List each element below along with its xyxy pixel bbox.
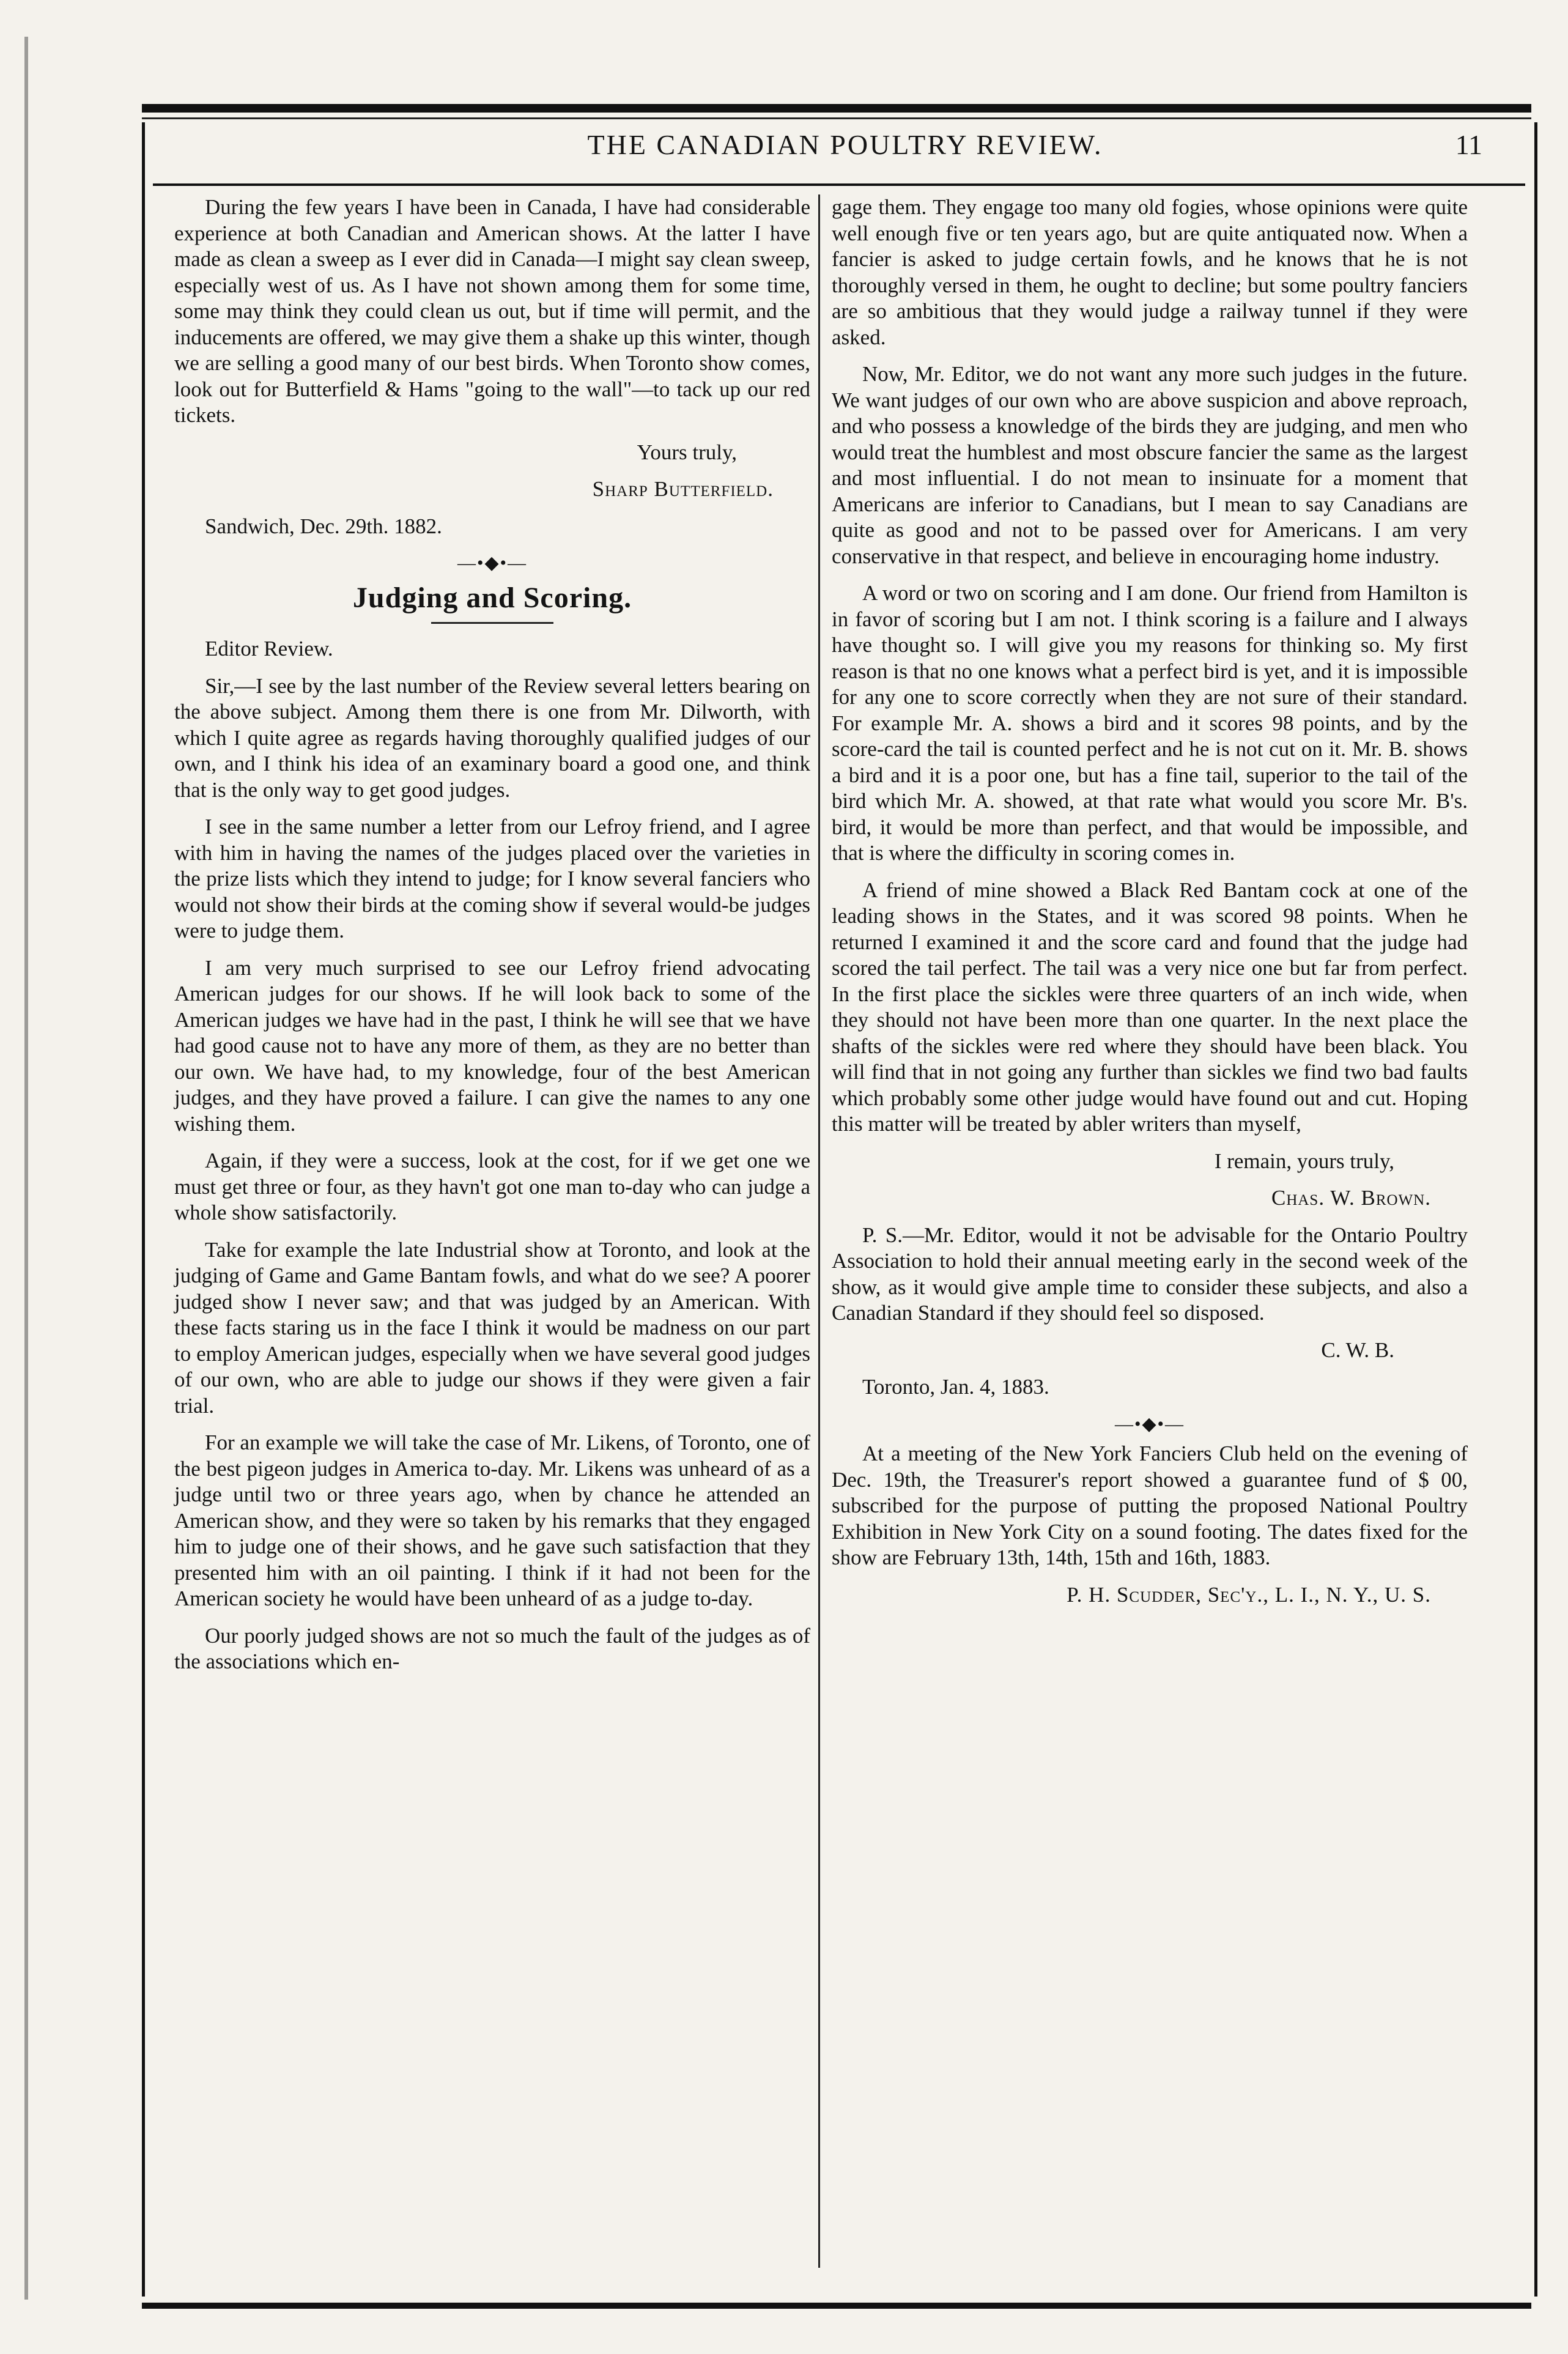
article-paragraph-10: A friend of mine showed a Black Red Bantam cock at one of the leading shows in the States, and it was scored 98 points. When he returned I examined it and the score card and found that the judge had scored the tail perfect. The tail was a very nice one but far from perfect. In the first place the sickles were three quarters of an inch wide, when they should not have been more than one quarter. In the next place the shafts of the sickles were red where they should have been black. You will find that in not going any further than sickles we find two bad faults which probably some other judge would have found out and cut. Hoping this matter will be treated by abler writers than myself, bbox=[832, 878, 1468, 1136]
heading-rule bbox=[431, 622, 553, 624]
article-paragraph-8: Now, Mr. Editor, we do not want any more such judges in the future. We want judges of our own who are above suspicion and above reproach, and who possess a knowledge of the birds they are judging, and men who would treat the humblest and most obscure fancier the same as the largest and most influential. I do not mean to insinuate for a moment that Americans are inferior to Canadians, but I mean to say Canadians are quite as good and not to be passed over for Americans. I am very conservative in that respect, and believe in encouraging home industry. bbox=[832, 362, 1468, 568]
article-paragraph-6: For an example we will take the case of Mr. Likens, of Toronto, one of the best pigeon judges in America to-day. Mr. Likens was unheard of as a judge until two or three years ago, when by chance he attended an American show, and they were so taken by his remarks that they engaged him to judge one of their shows, and he gave such satisfaction that they presented him with an oil painting. I think if it had not been for the American society he would have been unheard of as a judge to-day. bbox=[174, 1431, 810, 1610]
notice-signature: P. H. Scudder, Sec'y., L. I., N. Y., U. S. bbox=[1067, 1582, 1431, 1607]
page-header bbox=[183, 128, 1507, 177]
right-column bbox=[832, 194, 1468, 1619]
club-notice: At a meeting of the New York Fanciers Club held on the evening of Dec. 19th, the Treasurer's report showed a guarantee fund of $ 00, subscribed for the purpose of putting the proposed National Poultry Exhibition in New York City on a sound footing. The dates fixed for the show are February 13th, 14th, 15th and 16th, 1883. bbox=[832, 1442, 1468, 1569]
header-rule bbox=[153, 183, 1525, 186]
letter1-dateline: Sandwich, Dec. 29th. 1882. bbox=[205, 514, 442, 538]
article-paragraph-7: Our poorly judged shows are not so much the fault of the judges as of the associations which en- bbox=[174, 1623, 810, 1673]
top-heavy-rule bbox=[142, 104, 1531, 113]
article-paragraph-9: A word or two on scoring and I am done. Our friend from Hamilton is in favor of scoring but I am not. I think scoring is a failure and I always have thought so. I will give you my reasons for thinking so. My first reason is that no one knows what a perfect bird is yet, and it is impossible for any one to score correctly when they are not sure of their standard. For example Mr. A. shows a bird and it scores 98 points, and by the score-card the tail is counted perfect and he is not cut on it. Mr. B. shows a bird and it is a poor one, but has a fine tail, superior to the tail of the bird which Mr. A. showed, at that rate what would you score Mr. B's. bird, it would be more than perfect, and that would be impossible, and that is where the difficulty in scoring comes in. bbox=[832, 581, 1468, 865]
article-paragraph-2: I see in the same number a letter from our Lefroy friend, and I agree with him in having the names of the judges placed over the varieties in the prize lists which they intend to judge; for I know several fanciers who would not show their birds at the coming show if several would-be judges were to judge them. bbox=[174, 815, 810, 942]
postscript-initials: C. W. B. bbox=[1321, 1338, 1394, 1362]
letter1-paragraph: During the few years I have been in Canada, I have had considerable experience at both Canadian and American shows. At the latter I have made as clean a sweep as I ever did in Canada—I might say clean sweep, especially west of us. As I have not shown among them for some time, some may think they could clean us out, but if time will permit, and the inducements are offered, we may give them a shake up this winter, though we are selling a good many of our best birds. When Toronto show comes, look out for Butterfield & Hams "going to the wall"—to tack up our red tickets. bbox=[174, 195, 810, 427]
bottom-rule bbox=[142, 2303, 1531, 2309]
article-closing: I remain, yours truly, bbox=[1214, 1149, 1394, 1173]
left-column bbox=[174, 194, 810, 1686]
article-signature: Chas. W. Brown. bbox=[1271, 1186, 1431, 1210]
article-heading: Judging and Scoring. bbox=[352, 581, 632, 614]
scan-margin-marks bbox=[24, 37, 65, 2300]
salutation: Editor Review. bbox=[205, 637, 333, 661]
article-paragraph-3: I am very much surprised to see our Lefroy friend advocating American judges for our shows. If he will look back to some of the American judges we have had in the past, I think he will see that we have had good cause not to have any more of them, as they are no better than our own. We have had, to my knowledge, four of the best American judges, and they have proved a failure. I can give the names to any one wishing them. bbox=[174, 955, 810, 1136]
article-paragraph-4: Again, if they were a success, look at the cost, for if we get one we must get three or four, as they havn't got one man to-day who can judge a whole show satisfactorily. bbox=[174, 1149, 810, 1224]
letter1-signature: Sharp Butterfield. bbox=[592, 477, 774, 501]
top-thin-rule bbox=[142, 117, 1531, 119]
letter1-closing: Yours truly, bbox=[637, 440, 737, 464]
article-dateline: Toronto, Jan. 4, 1883. bbox=[862, 1375, 1049, 1399]
postscript: P. S.—Mr. Editor, would it not be advisable for the Ontario Poultry Association to hold their annual meeting early in the second week of the show, as it would give ample time to consider these subjects, and also a Canadian Standard if they should feel so disposed. bbox=[832, 1223, 1468, 1325]
article-paragraph-1: Sir,—I see by the last number of the Review several letters bearing on the above subject. Among them there is one from Mr. Dilworth, with which I quite agree as regards having thoroughly qualified judges of our own, and I think his idea of an examinary board a good one, and think that is the only way to get good judges. bbox=[174, 673, 810, 802]
section-ornament: —•◆•— bbox=[457, 553, 528, 573]
column-divider bbox=[818, 194, 820, 2268]
article-paragraph-5: Take for example the late Industrial show at Toronto, and look at the judging of Game and Game Bantam fowls, and what do we see? A poorer judged show I never saw; and that was judged by an American. With these facts staring us in the face I think it would be madness on our part to employ American judges, especially when we have several good judges of our own, who are able to judge our shows if they were given a fair trial. bbox=[174, 1237, 810, 1418]
section-ornament-2: —•◆•— bbox=[1114, 1413, 1185, 1434]
publication-title: THE CANADIAN POULTRY REVIEW. bbox=[587, 129, 1103, 160]
article-paragraph-continued: gage them. They engage too many old fogies, whose opinions were quite well enough five or ten years ago, but are quite antiquated now. When a fancier is asked to judge certain fowls, and he knows that he is not thoroughly versed in them, he ought to decline; but some poultry fanciers are so ambitious that they would judge a railway tunnel if they were asked. bbox=[832, 195, 1468, 349]
page-number: 11 bbox=[1455, 129, 1482, 160]
